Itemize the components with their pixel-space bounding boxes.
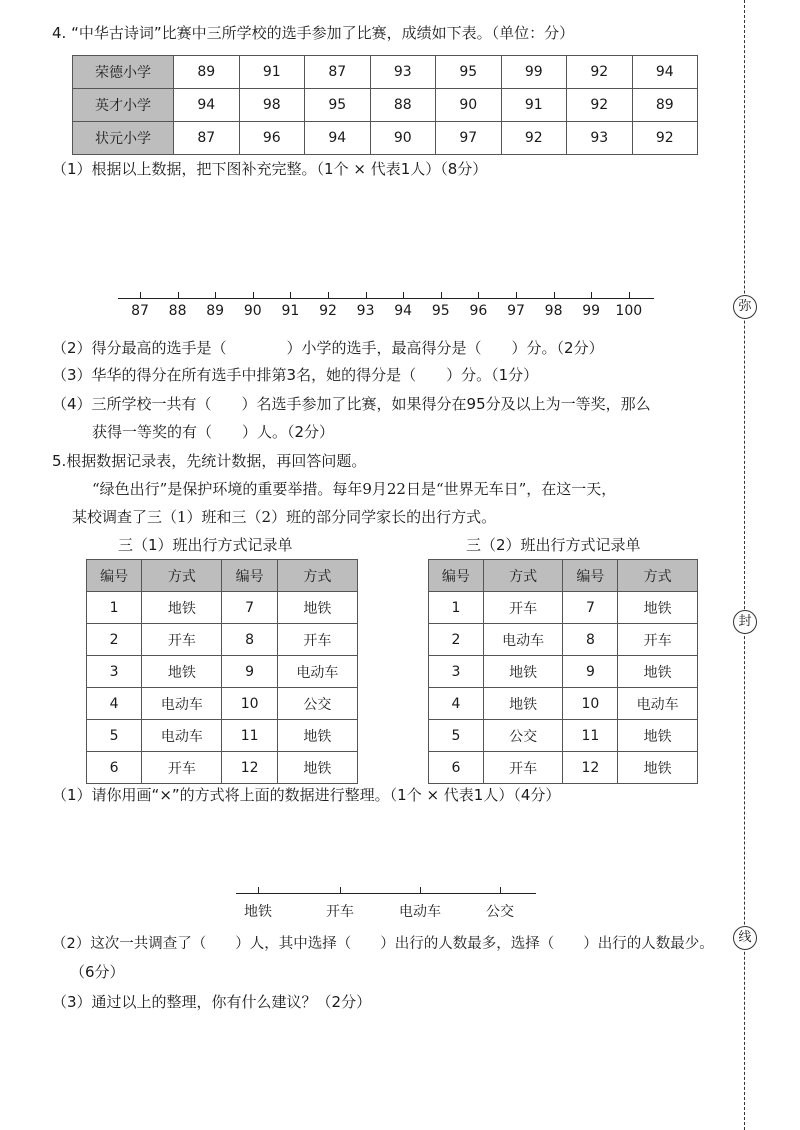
axis-tick-label: 99 [582, 303, 601, 319]
record-row [429, 688, 698, 720]
axis-tick [441, 292, 442, 298]
record-mode-cell: 电动车 [277, 656, 357, 688]
column-header: 编号 [87, 560, 142, 592]
score-cell: 94 [632, 56, 698, 89]
record-number-cell: 1 [429, 592, 484, 624]
record-number-cell: 9 [563, 656, 618, 688]
axis-tick [290, 292, 291, 298]
record-row [87, 720, 358, 752]
axis-tick-label: 87 [131, 303, 149, 319]
record-mode-cell: 开车 [277, 624, 357, 656]
travel-axis-tick [420, 887, 421, 893]
score-cell: 88 [370, 89, 436, 122]
score-cell: 98 [239, 89, 305, 122]
axis-tick-label: 89 [206, 303, 225, 319]
record-mode-cell: 地铁 [483, 688, 563, 720]
record-number-cell: 2 [429, 624, 484, 656]
axis-tick-label: 90 [243, 303, 262, 319]
score-cell: 93 [567, 122, 633, 155]
axis-tick-label: 88 [168, 303, 187, 319]
score-row [73, 122, 698, 155]
travel-axis-label: 地铁 [244, 904, 272, 920]
record-mode-cell: 电动车 [142, 688, 222, 720]
record-number-cell: 11 [222, 720, 277, 752]
record-number-cell: 6 [87, 752, 142, 784]
score-cell: 91 [239, 56, 305, 89]
q5-para1: “绿色出行”是保护环境的重要举措。每年9月22日是“世界无车日”，在这一天， [92, 480, 617, 498]
axis-tick-label: 92 [319, 303, 337, 319]
record-number-cell: 9 [222, 656, 277, 688]
q5-intro: 5.根据数据记录表，先统计数据，再回答问题。 [52, 452, 367, 470]
school-name-cell: 英才小学 [73, 89, 174, 122]
record-row [87, 592, 358, 624]
column-header: 方式 [277, 560, 357, 592]
record-row [87, 688, 358, 720]
axis-tick [178, 292, 179, 298]
binding-dashed-line [744, 0, 745, 1130]
column-header: 编号 [222, 560, 277, 592]
score-table [72, 55, 698, 155]
record-number-cell: 3 [429, 656, 484, 688]
record-mode-cell: 地铁 [142, 592, 222, 624]
axis-tick-label: 97 [507, 303, 525, 319]
seal-mi: 弥 [733, 295, 757, 319]
axis-tick-label: 94 [394, 303, 413, 319]
seal-feng: 封 [733, 610, 757, 634]
record-number-cell: 3 [87, 656, 142, 688]
record-number-cell: 7 [222, 592, 277, 624]
q5-part3: （3）通过以上的整理，你有什么建议？（2分） [52, 993, 372, 1011]
record-row [429, 752, 698, 784]
score-cell: 95 [305, 89, 371, 122]
record-row [429, 656, 698, 688]
record-number-cell: 10 [222, 688, 277, 720]
travel-axis-label: 开车 [326, 904, 354, 920]
score-cell: 99 [501, 56, 567, 89]
record-number-cell: 12 [563, 752, 618, 784]
axis-tick-label: 98 [544, 303, 563, 319]
record-row [429, 624, 698, 656]
score-cell: 96 [239, 122, 305, 155]
axis-tick [328, 292, 329, 298]
score-cell: 91 [501, 89, 567, 122]
record-number-cell: 8 [222, 624, 277, 656]
score-cell: 90 [436, 89, 502, 122]
record-mode-cell: 开车 [483, 592, 563, 624]
axis-tick [253, 292, 254, 298]
record-number-cell: 11 [563, 720, 618, 752]
record-number-cell: 8 [563, 624, 618, 656]
record-number-cell: 4 [429, 688, 484, 720]
q5-part1: （1）请你用画“×”的方式将上面的数据进行整理。（1个 × 代表1人）（4分） [52, 786, 561, 804]
record-mode-cell: 电动车 [483, 624, 563, 656]
score-cell: 92 [501, 122, 567, 155]
score-cell: 97 [436, 122, 502, 155]
axis-tick [215, 292, 216, 298]
travel-axis-tick [258, 887, 259, 893]
score-cell: 87 [174, 122, 240, 155]
axis-tick-label: 93 [356, 303, 375, 319]
record-row [429, 720, 698, 752]
record-number-cell: 5 [87, 720, 142, 752]
axis-tick [366, 292, 367, 298]
score-row [73, 89, 698, 122]
score-cell: 92 [567, 56, 633, 89]
axis-tick-label: 100 [615, 303, 643, 319]
record-row [87, 624, 358, 656]
score-cell: 94 [174, 89, 240, 122]
score-cell: 87 [305, 56, 371, 89]
travel-axis-tick [500, 887, 501, 893]
record-number-cell: 1 [87, 592, 142, 624]
record-mode-cell: 电动车 [618, 688, 698, 720]
q4-part1: （1）根据以上数据，把下图补充完整。（1个 × 代表1人）（8分） [52, 160, 488, 178]
record-number-cell: 6 [429, 752, 484, 784]
record-mode-cell: 地铁 [277, 720, 357, 752]
record-mode-cell: 开车 [618, 624, 698, 656]
axis-tick [554, 292, 555, 298]
record-mode-cell: 地铁 [277, 592, 357, 624]
record-row [87, 656, 358, 688]
record-mode-cell: 开车 [483, 752, 563, 784]
record-number-cell: 2 [87, 624, 142, 656]
score-cell: 94 [305, 122, 371, 155]
axis-tick [403, 292, 404, 298]
record-number-cell: 4 [87, 688, 142, 720]
record-mode-cell: 地铁 [277, 752, 357, 784]
travel-axis-tick [340, 887, 341, 893]
q4-intro: 4. “中华古诗词”比赛中三所学校的选手参加了比赛，成绩如下表。（单位：分） [52, 24, 575, 42]
axis-tick [591, 292, 592, 298]
axis-tick [140, 292, 141, 298]
record-row [429, 592, 698, 624]
record-mode-cell: 地铁 [618, 656, 698, 688]
column-header: 方式 [142, 560, 222, 592]
seal-xian: 线 [733, 926, 757, 950]
record-mode-cell: 开车 [142, 624, 222, 656]
score-cell: 89 [174, 56, 240, 89]
axis-tick-label: 95 [431, 303, 450, 319]
record-number-cell: 5 [429, 720, 484, 752]
class2-record-table [428, 559, 698, 784]
record-number-cell: 12 [222, 752, 277, 784]
school-name-cell: 荣德小学 [73, 56, 174, 89]
score-cell: 92 [567, 89, 633, 122]
record-row [87, 752, 358, 784]
axis-tick-label: 96 [469, 303, 488, 319]
travel-axis-line [236, 893, 536, 894]
score-cell: 95 [436, 56, 502, 89]
travel-axis-label: 电动车 [399, 904, 441, 920]
axis-tick [516, 292, 517, 298]
record-mode-cell: 公交 [483, 720, 563, 752]
axis-tick [629, 292, 630, 298]
score-axis-line [118, 298, 654, 299]
q4-part4-line1: （4）三所学校一共有（ ）名选手参加了比赛，如果得分在95分及以上为一等奖，那么 [52, 395, 651, 413]
record-mode-cell: 开车 [142, 752, 222, 784]
record-mode-cell: 地铁 [483, 656, 563, 688]
record-number-cell: 7 [563, 592, 618, 624]
q5-part2-line2: （6分） [70, 963, 125, 981]
record-number-cell: 10 [563, 688, 618, 720]
travel-axis-label: 公交 [486, 904, 514, 920]
score-row [73, 56, 698, 89]
q5-part2-line1: （2）这次一共调查了（ ）人，其中选择（ ）出行的人数最多，选择（ ）出行的人数最少。 [52, 936, 714, 952]
class1-record-table [86, 559, 358, 784]
column-header: 编号 [429, 560, 484, 592]
table2-title: 三（2）班出行方式记录单 [466, 536, 641, 554]
record-mode-cell: 地铁 [142, 656, 222, 688]
column-header: 方式 [483, 560, 563, 592]
column-header: 方式 [618, 560, 698, 592]
score-cell: 93 [370, 56, 436, 89]
q4-part4-line2: 获得一等奖的有（ ）人。（2分） [92, 423, 335, 441]
q4-part2: （2）得分最高的选手是（ ）小学的选手，最高得分是（ ）分。（2分） [52, 339, 604, 357]
score-cell: 89 [632, 89, 698, 122]
record-mode-cell: 地铁 [618, 752, 698, 784]
record-mode-cell: 电动车 [142, 720, 222, 752]
record-mode-cell: 地铁 [618, 720, 698, 752]
q4-part3: （3）华华的得分在所有选手中排第3名，她的得分是（ ）分。（1分） [52, 366, 539, 384]
score-cell: 92 [632, 122, 698, 155]
column-header: 编号 [563, 560, 618, 592]
record-mode-cell: 公交 [277, 688, 357, 720]
school-name-cell: 状元小学 [73, 122, 174, 155]
table1-title: 三（1）班出行方式记录单 [118, 536, 293, 554]
axis-tick-label: 91 [281, 303, 300, 319]
record-mode-cell: 地铁 [618, 592, 698, 624]
q5-para2: 某校调查了三（1）班和三（2）班的部分同学家长的出行方式。 [72, 508, 497, 526]
score-cell: 90 [370, 122, 436, 155]
axis-tick [478, 292, 479, 298]
